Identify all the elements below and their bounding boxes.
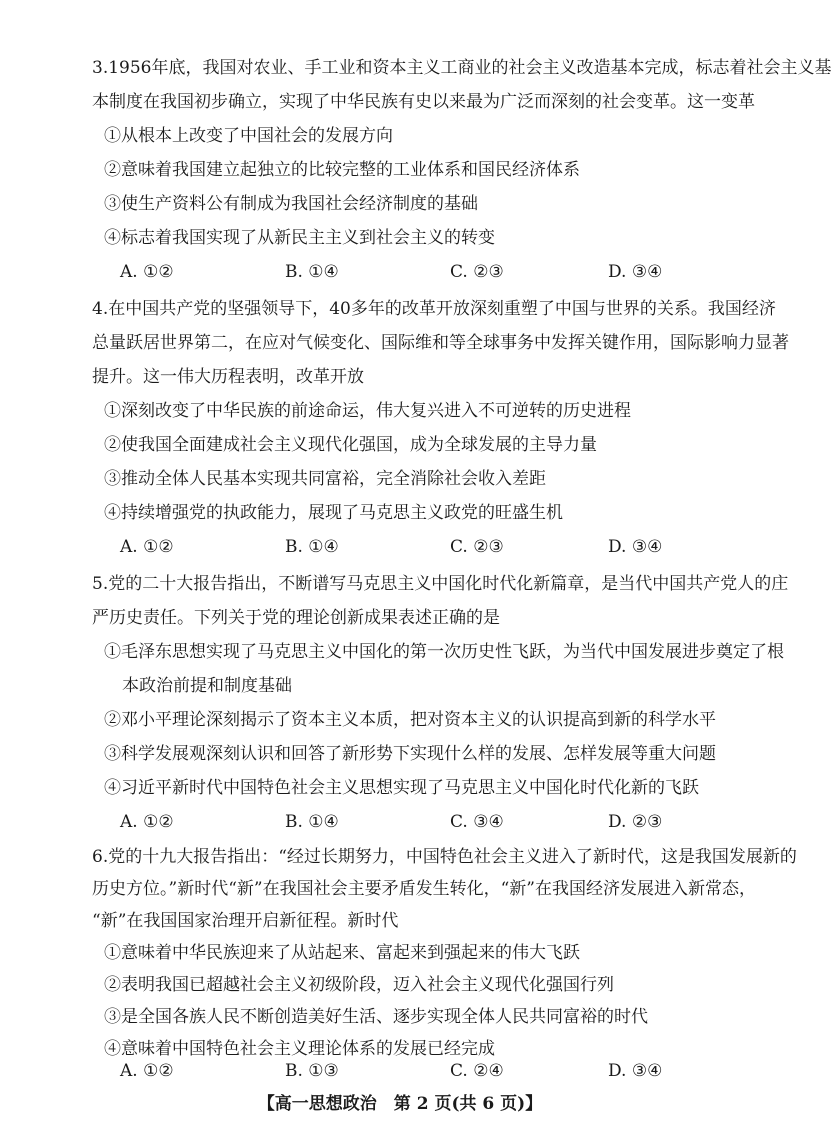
q5-choice-a: A. ①②	[120, 812, 174, 832]
q5-option-3: ③科学发展观深刻认识和回答了新形势下实现什么样的发展、怎样发展等重大问题	[104, 744, 716, 764]
q3-option-4: ④标志着我国实现了从新民主主义到社会主义的转变	[104, 228, 495, 248]
q5-stem-line-2: 严历史责任。下列关于党的理论创新成果表述正确的是	[92, 608, 500, 628]
q5-option-1: ①毛泽东思想实现了马克思主义中国化的第一次历史性飞跃，为当代中国发展进步奠定了根	[104, 642, 784, 662]
q3-stem-line-1: 3.1956年底，我国对农业、手工业和资本主义工商业的社会主义改造基本完成，标志着社会主义基	[92, 58, 831, 78]
q3-option-3: ③使生产资料公有制成为我国社会经济制度的基础	[104, 194, 478, 214]
page-footer: 【高一思想政治 第 2 页(共 6 页)】	[257, 1094, 543, 1114]
q3-stem-line-2: 本制度在我国初步确立，实现了中华民族有史以来最为广泛而深刻的社会变革。这一变革	[92, 92, 755, 112]
q5-choice-c: C. ③④	[450, 812, 504, 832]
q5-choice-b: B. ①④	[285, 812, 339, 832]
q6-option-1: ①意味着中华民族迎来了从站起来、富起来到强起来的伟大飞跃	[104, 943, 580, 963]
q3-option-2: ②意味着我国建立起独立的比较完整的工业体系和国民经济体系	[104, 160, 580, 180]
q4-choice-d: D. ③④	[608, 537, 663, 557]
q3-choice-a: A. ①②	[120, 262, 174, 282]
q5-choice-d: D. ②③	[608, 812, 663, 832]
q5-stem-line-1: 5.党的二十大报告指出，不断谱写马克思主义中国化时代化新篇章，是当代中国共产党人的庄	[92, 574, 789, 594]
q4-stem-line-1: 4.在中国共产党的坚强领导下，40多年的改革开放深刻重塑了中国与世界的关系。我国经济	[92, 299, 776, 319]
q4-option-4: ④持续增强党的执政能力，展现了马克思主义政党的旺盛生机	[104, 503, 563, 523]
q6-choice-c: C. ②④	[450, 1061, 504, 1081]
q6-option-3: ③是全国各族人民不断创造美好生活、逐步实现全体人民共同富裕的时代	[104, 1007, 648, 1027]
q5-option-2: ②邓小平理论深刻揭示了资本主义本质，把对资本主义的认识提高到新的科学水平	[104, 710, 716, 730]
q3-choice-b: B. ①④	[285, 262, 339, 282]
q6-stem-line-2: 历史方位。”新时代“新”在我国社会主要矛盾发生转化，“新”在我国经济发展进入新常态，	[92, 879, 756, 899]
q3-option-1: ①从根本上改变了中国社会的发展方向	[104, 126, 393, 146]
q6-choice-d: D. ③④	[608, 1061, 663, 1081]
q6-choice-b: B. ①③	[285, 1061, 339, 1081]
q4-stem-line-3: 提升。这一伟大历程表明，改革开放	[92, 367, 364, 387]
q4-choice-b: B. ①④	[285, 537, 339, 557]
q4-option-3: ③推动全体人民基本实现共同富裕，完全消除社会收入差距	[104, 469, 546, 489]
q4-option-2: ②使我国全面建成社会主义现代化强国，成为全球发展的主导力量	[104, 435, 597, 455]
q6-option-2: ②表明我国已超越社会主义初级阶段，迈入社会主义现代化强国行列	[104, 975, 614, 995]
q6-stem-line-3: “新”在我国国家治理开启新征程。新时代	[92, 911, 399, 931]
q6-option-4: ④意味着中国特色社会主义理论体系的发展已经完成	[104, 1039, 495, 1059]
q4-choice-c: C. ②③	[450, 537, 504, 557]
q6-stem-line-1: 6.党的十九大报告指出：“经过长期努力，中国特色社会主义进入了新时代，这是我国发展新的	[92, 847, 797, 867]
q4-choice-a: A. ①②	[120, 537, 174, 557]
q4-stem-line-2: 总量跃居世界第二，在应对气候变化、国际维和等全球事务中发挥关键作用，国际影响力显著	[92, 333, 789, 353]
q4-option-1: ①深刻改变了中华民族的前途命运，伟大复兴进入不可逆转的历史进程	[104, 401, 631, 421]
q5-option-4: ④习近平新时代中国特色社会主义思想实现了马克思主义中国化时代化新的飞跃	[104, 778, 699, 798]
q6-choice-a: A. ①②	[120, 1061, 174, 1081]
q3-choice-c: C. ②③	[450, 262, 504, 282]
q5-option-1-cont: 本政治前提和制度基础	[122, 676, 292, 696]
q3-choice-d: D. ③④	[608, 262, 663, 282]
